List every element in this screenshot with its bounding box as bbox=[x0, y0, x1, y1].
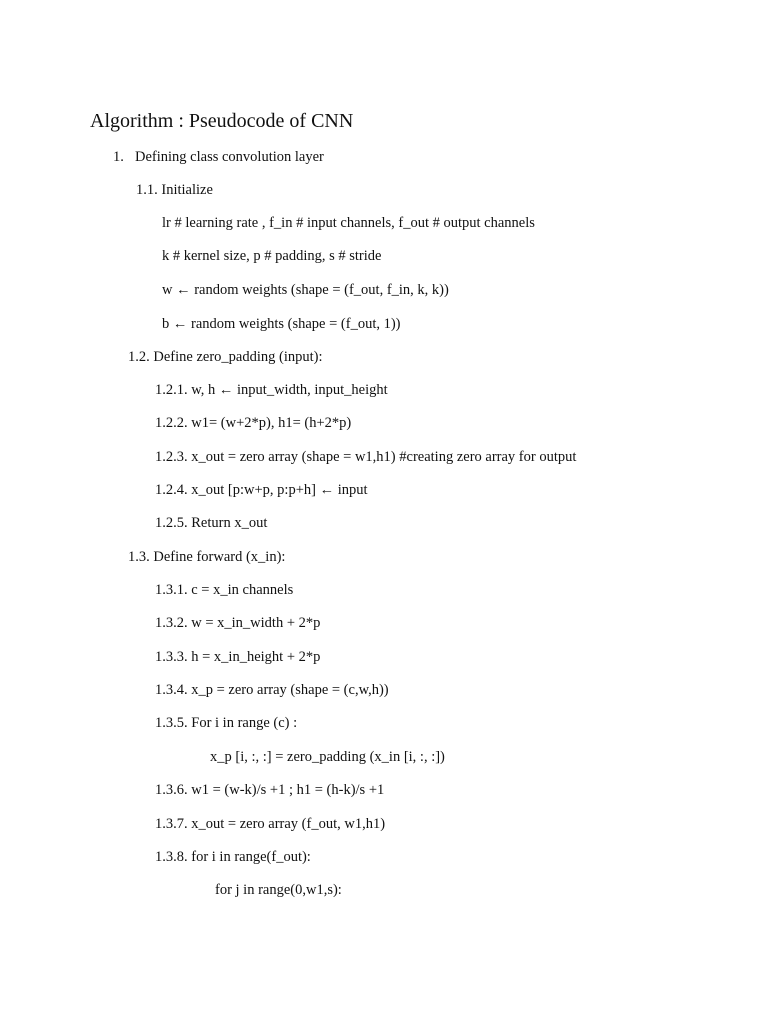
step-1-3-8-body: for j in range(0,w1,s): bbox=[215, 882, 342, 898]
step-1-3-8: 1.3.8. for i in range(f_out): bbox=[155, 849, 311, 865]
step-1-2-2: 1.2.2. w1= (w+2*p), h1= (h+2*p) bbox=[155, 415, 352, 431]
step-1-1: 1.1. Initialize bbox=[136, 182, 213, 198]
step-1-3-4: 1.3.4. x_p = zero array (shape = (c,w,h)) bbox=[155, 682, 389, 698]
step-1-number: 1. bbox=[113, 149, 124, 165]
step-1-text: Defining class convolution layer bbox=[135, 149, 324, 165]
init-line-w: w ← random weights (shape = (f_out, f_in, k, k)) bbox=[162, 282, 449, 298]
step-1-3-5-body: x_p [i, :, :] = zero_padding (x_in [i, :, :]) bbox=[210, 749, 445, 765]
step-1-3-7: 1.3.7. x_out = zero array (f_out, w1,h1) bbox=[155, 816, 386, 832]
step-1-3-5: 1.3.5. For i in range (c) : bbox=[155, 715, 298, 731]
step-1-2: 1.2. Define zero_padding (input): bbox=[128, 349, 323, 365]
algorithm-title: Algorithm : Pseudocode of CNN bbox=[90, 110, 354, 132]
step-1 bbox=[113, 147, 324, 167]
step-1-2-3: 1.2.3. x_out = zero array (shape = w1,h1) #creating zero array for output bbox=[155, 449, 577, 465]
init-line-b: b ← random weights (shape = (f_out, 1)) bbox=[162, 316, 401, 332]
init-line-lr: lr # learning rate , f_in # input channels, f_out # output channels bbox=[162, 215, 535, 231]
step-1-2-5: 1.2.5. Return x_out bbox=[155, 515, 268, 531]
step-1-3-6: 1.3.6. w1 = (w-k)/s +1 ; h1 = (h-k)/s +1 bbox=[155, 782, 385, 798]
step-1-3-1: 1.3.1. c = x_in channels bbox=[155, 582, 294, 598]
step-1-2-4: 1.2.4. x_out [p:w+p, p:p+h] ← input bbox=[155, 482, 368, 498]
step-1-2-1: 1.2.1. w, h ← input_width, input_height bbox=[155, 382, 388, 398]
step-1-3: 1.3. Define forward (x_in): bbox=[128, 549, 286, 565]
step-1-3-3: 1.3.3. h = x_in_height + 2*p bbox=[155, 649, 321, 665]
init-line-k: k # kernel size, p # padding, s # stride bbox=[162, 248, 382, 264]
step-1-3-2: 1.3.2. w = x_in_width + 2*p bbox=[155, 615, 321, 631]
